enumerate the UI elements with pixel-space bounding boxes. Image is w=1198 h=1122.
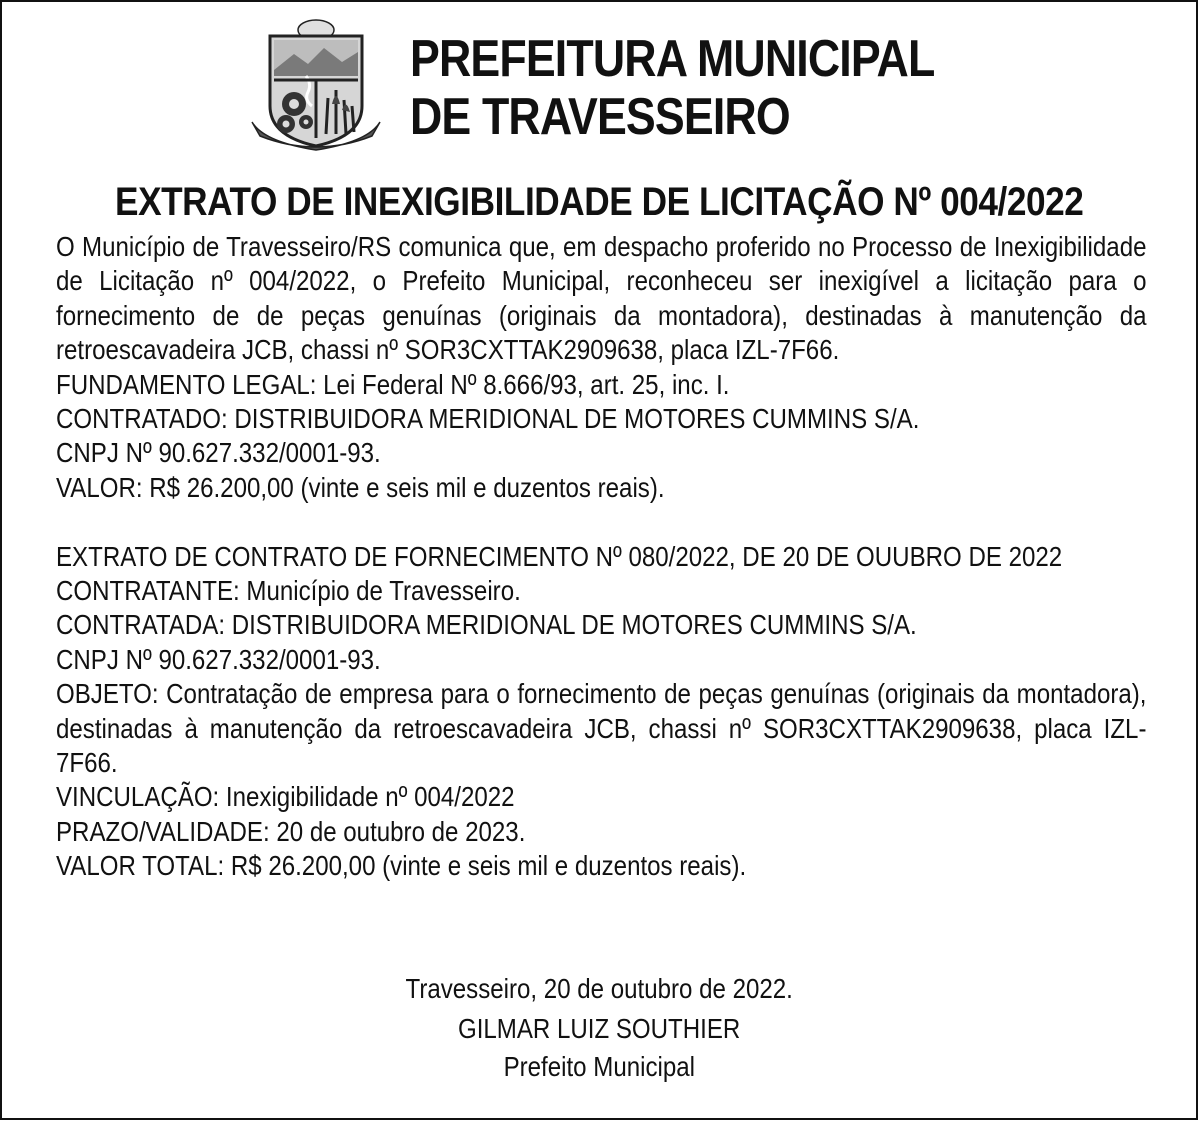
document-title [0,178,1198,226]
total-value: VALOR TOTAL: R$ 26.200,00 (vinte e seis mil e duzentos reais). [56,850,747,882]
contracted-party: CONTRATADO: DISTRIBUIDORA MERIDIONAL DE MOTORES CUMMINS S/A. [56,402,920,434]
cnpj-2: CNPJ Nº 90.627.332/0001-93. [56,643,381,675]
value: VALOR: R$ 26.200,00 (vinte e seis mil e duzentos reais). [56,471,665,503]
place-date-text: Travesseiro, 20 de outubro de 2022. [405,973,793,1004]
municipal-coat-of-arms-icon [250,18,382,154]
signer-name-text: GILMAR LUIZ SOUTHIER [457,1013,741,1044]
term-validity: PRAZO/VALIDADE: 20 de outubro de 2023. [56,815,526,847]
signature-role [0,1050,1198,1084]
signer-role-text: Prefeito Municipal [503,1051,695,1082]
section-gap [56,505,1146,539]
cnpj: CNPJ Nº 90.627.332/0001-93. [56,437,381,469]
contracting-party: CONTRATANTE: Município de Travesseiro. [56,574,521,606]
contract-object: OBJETO: Contratação de empresa para o fornecimento de peças genuínas (originais da montadora), destinadas à manutenção da retroescavadeira JCB, chassi nº SOR3CXTTAK2909638, placa IZL-7F66. [56,678,1147,778]
legal-basis: FUNDAMENTO LEGAL: Lei Federal Nº 8.666/93, art. 25, inc. I. [56,368,730,400]
contracted-party-2: CONTRATADA: DISTRIBUIDORA MERIDIONAL DE MOTORES CUMMINS S/A. [56,609,917,641]
org-name-line1: PREFEITURA MUNICIPAL [410,30,935,88]
header [250,18,970,158]
municipality-name [410,30,934,146]
signature-place-date [0,972,1198,1006]
notice-body [56,230,1146,883]
binding: VINCULAÇÃO: Inexigibilidade nº 004/2022 [56,781,515,813]
contract-heading: EXTRATO DE CONTRATO DE FORNECIMENTO Nº 080/2022, DE 20 DE OUUBRO DE 2022 [56,540,1063,572]
org-name-line2: DE TRAVESSEIRO [410,88,790,146]
document-title-text: EXTRATO DE INEXIGIBILIDADE DE LICITAÇÃO Nº 004/2022 [114,180,1084,224]
signature-name [0,1012,1198,1046]
inexigibility-paragraph: O Município de Travesseiro/RS comunica que, em despacho proferido no Processo de Inexigibilidade de Licitação nº 004/2022, o Prefeito Municipal, reconheceu ser inexigível a licitação para o fornecimento de de peças genuínas (originais da montadora), destinadas à manutenção da retroescavadeira JCB, chassi nº SOR3CXTTAK2909638, placa IZL-7F66. [56,231,1147,366]
